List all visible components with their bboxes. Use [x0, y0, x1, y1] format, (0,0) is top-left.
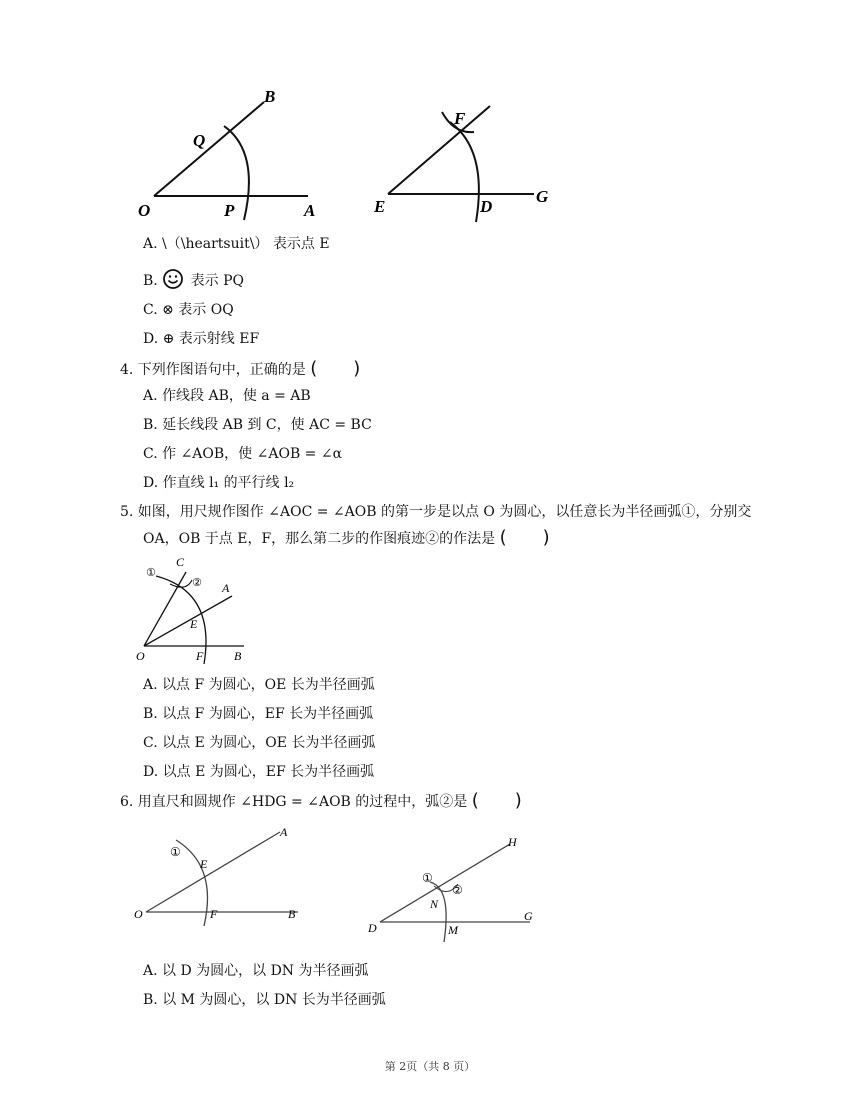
- q6-option-a: A. 以 D 为圆心，以 DN 为半径画弧: [143, 963, 369, 979]
- label-arc-2: ②: [192, 576, 202, 589]
- q5-option-a: A. 以点 F 为圆心，OE 长为半径画弧: [143, 677, 375, 693]
- label-E: E: [374, 197, 386, 216]
- label-G: G: [524, 909, 533, 923]
- q3-figure-right: [370, 98, 570, 223]
- label-arc-1: ①: [170, 845, 181, 859]
- label-B: B: [234, 649, 242, 663]
- label-O: O: [138, 201, 151, 220]
- label-arc-1: ①: [422, 871, 433, 885]
- label-M: M: [448, 923, 458, 937]
- page-footer: 第 2页（共 8 页）: [384, 1060, 476, 1073]
- q5-stem-line2-text: OA，OB 于点 E，F，那么第二步的作图痕迹②的作法是: [143, 531, 496, 547]
- q6-stem: [120, 792, 522, 811]
- q3-option-b: [143, 268, 244, 290]
- label-F: F: [454, 109, 466, 128]
- label-F: F: [196, 649, 204, 663]
- label-H: H: [508, 835, 517, 849]
- q4-option-c: C. 作 ∠AOB，使 ∠AOB = ∠α: [143, 446, 343, 462]
- label-O: O: [136, 649, 145, 663]
- label-D: D: [480, 197, 493, 216]
- q5-option-c: C. 以点 E 为圆心，OE 长为半径画弧: [143, 735, 376, 751]
- q4-option-a: A. 作线段 AB，使 a = AB: [143, 388, 311, 404]
- label-E: E: [200, 857, 208, 871]
- q3-figure-left: [130, 82, 330, 222]
- label-arc-2: ②: [452, 883, 463, 897]
- label-N: N: [430, 897, 439, 911]
- label-B: B: [264, 87, 276, 106]
- label-G: G: [536, 187, 549, 206]
- q3-option-d: D. ⊕ 表示射线 EF: [143, 331, 260, 347]
- smiley-icon: [162, 268, 184, 290]
- label-Q: Q: [193, 131, 206, 150]
- q6-stem-text: 6. 用直尺和圆规作 ∠HDG = ∠AOB 的过程中，弧②是: [120, 794, 468, 810]
- q3-option-b-text: 表示 PQ: [190, 273, 245, 289]
- label-D: D: [368, 921, 377, 935]
- label-E: E: [190, 617, 198, 631]
- label-A: A: [222, 581, 230, 595]
- label-C: C: [176, 555, 185, 569]
- q5-option-d: D. 以点 E 为圆心，EF 长为半径画弧: [143, 764, 375, 780]
- label-P: P: [224, 201, 235, 220]
- q6-option-b: B. 以 M 为圆心，以 DN 长为半径画弧: [143, 992, 386, 1008]
- q3-option-b-prefix: B.: [143, 273, 158, 289]
- label-A: A: [280, 825, 288, 839]
- q4-answer-paren: ( ): [310, 358, 361, 379]
- q4-option-d: D. 作直线 l₁ 的平行线 l₂: [143, 475, 295, 491]
- q5-stem-line1: 5. 如图，用尺规作图作 ∠AOC = ∠AOB 的第一步是以点 O 为圆心，以任意长为半径画弧①，分别交: [120, 504, 752, 520]
- q5-answer-paren: ( ): [499, 527, 550, 548]
- label-arc-1: ①: [146, 566, 156, 579]
- label-F: F: [210, 907, 218, 921]
- q3-option-c: C. ⊗ 表示 OQ: [143, 302, 234, 318]
- q5-figure: [134, 552, 264, 664]
- q4-stem: [120, 360, 360, 379]
- q3-option-a: A. \（\heartsuit\） 表示点 E: [143, 236, 330, 252]
- q5-stem-line2: [143, 529, 550, 548]
- q6-answer-paren: ( ): [471, 790, 522, 811]
- label-O: O: [134, 907, 143, 921]
- label-A: A: [304, 201, 316, 220]
- q6-figure-right: [362, 830, 542, 945]
- q4-option-b: B. 延长线段 AB 到 C，使 AC = BC: [143, 417, 372, 433]
- q5-option-b: B. 以点 F 为圆心，EF 长为半径画弧: [143, 706, 374, 722]
- label-B: B: [288, 907, 296, 921]
- q6-figure-left: [132, 822, 312, 932]
- q4-stem-text: 4. 下列作图语句中，正确的是: [120, 362, 306, 378]
